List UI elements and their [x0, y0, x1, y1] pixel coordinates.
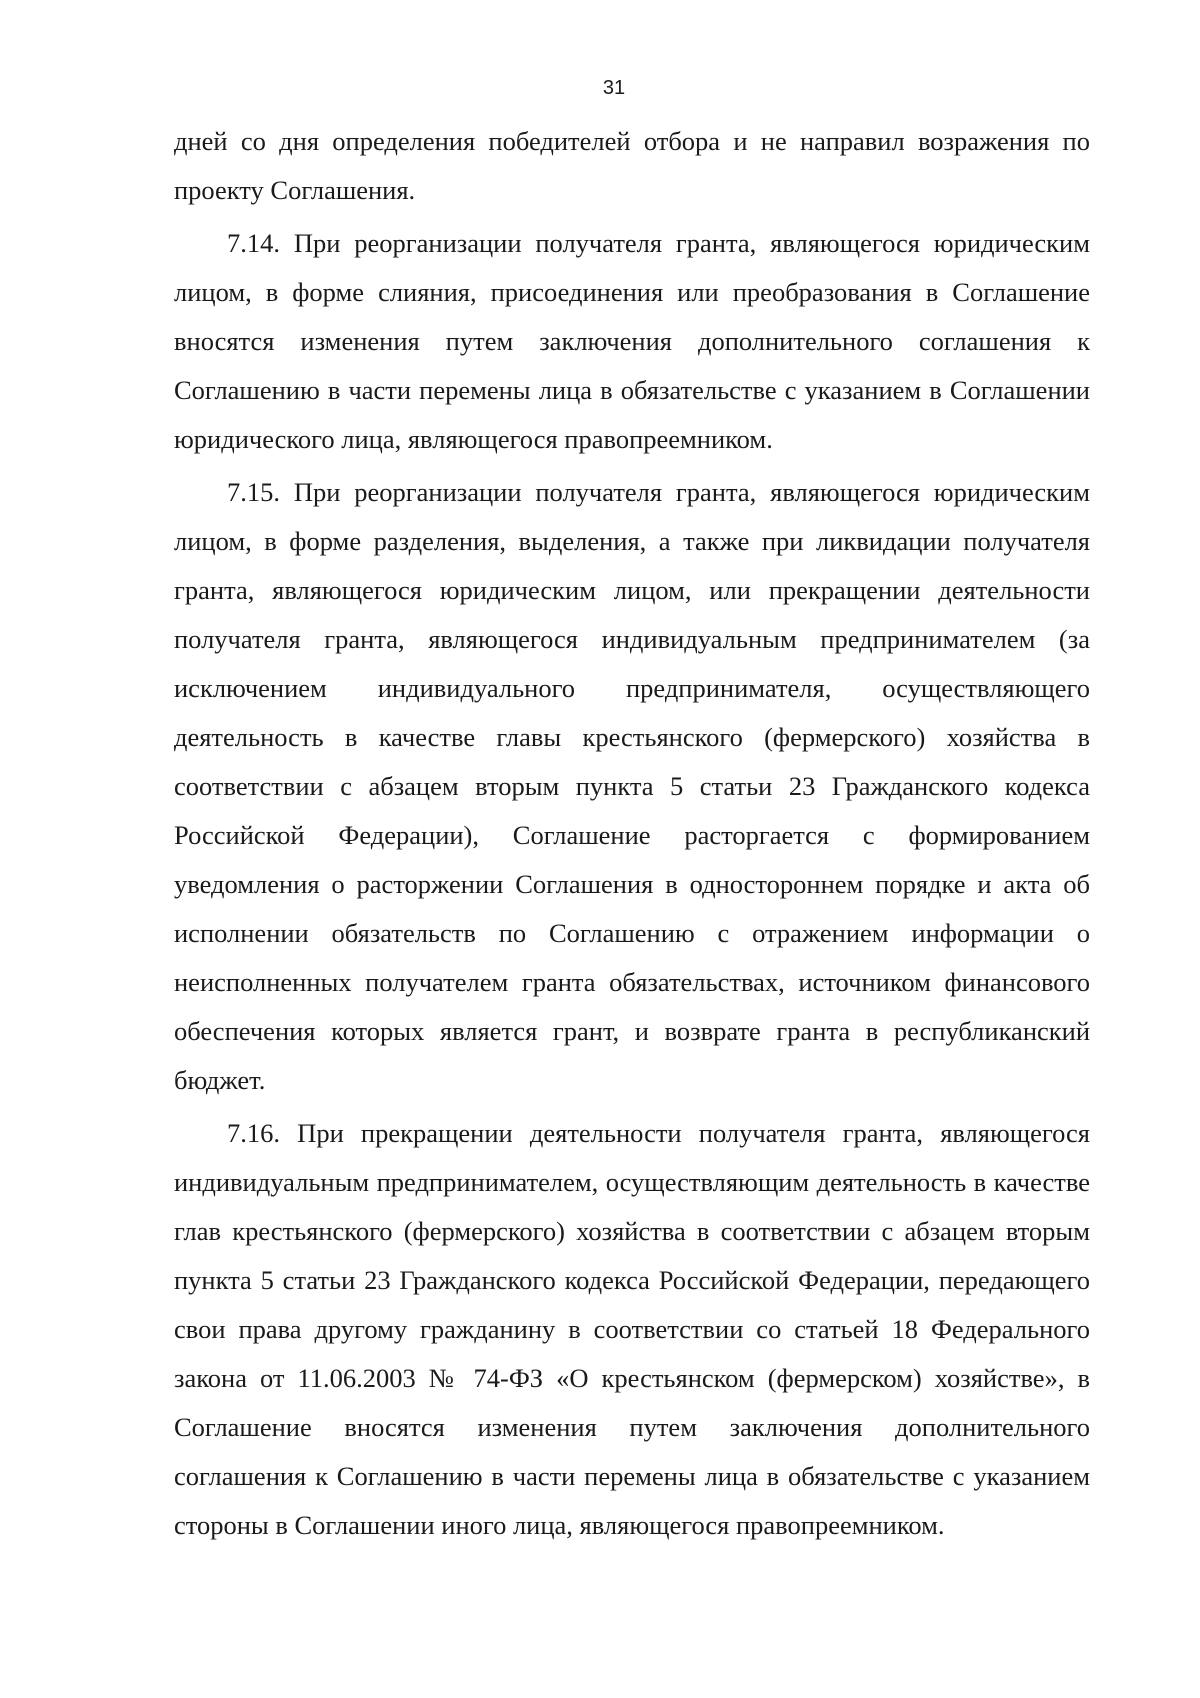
paragraph-7-14: 7.14. При реорганизации получателя гранта, являющегося юридическим лицом, в форме слияния, присоединения или преобразования в Соглашение вносятся изменения путем заключения дополнительного соглашения к Соглашению в части перемены лица в обязательстве с указанием в Соглашении юридического лица, являющегося правопреемником.: [174, 228, 1090, 454]
page-number: 31: [602, 77, 626, 99]
paragraph-7-15: 7.15. При реорганизации получателя гранта, являющегося юридическим лицом, в форме разделения, выделения, а также при ликвидации получателя гранта, являющегося юридическим лицом, или прекращении деятельности получателя гранта, являющегося индивидуальным предпринимателем (за исключением индивидуального предпринимателя, осуществляющего деятельность в качестве главы крестьянского (фермерского) хозяйства в соответствии с абзацем вторым пункта 5 статьи 23 Гражданского кодекса Российской Федерации), Соглашение расторгается с формированием уведомления о расторжении Соглашения в одностороннем порядке и акта об исполнении обязательств по Соглашению с отражением информации о неисполненных получателем гранта обязательствах, источником финансового обеспечения которых является грант, и возврате гранта в республиканский бюджет.: [174, 477, 1090, 1095]
paragraph-continuation: дней со дня определения победителей отбора и не направил возражения по проекту Соглашения.: [174, 126, 1090, 205]
paragraph-7-16: 7.16. При прекращении деятельности получателя гранта, являющегося индивидуальным предпринимателем, осуществляющим деятельность в качестве глав крестьянского (фермерского) хозяйства в соответствии с абзацем вторым пункта 5 статьи 23 Гражданского кодекса Российской Федерации, передающего свои права другому гражданину в соответствии со статьей 18 Федерального закона от 11.06.2003 № 74-ФЗ «О крестьянском (фермерском) хозяйстве», в Соглашение вносятся изменения путем заключения дополнительного соглашения к Соглашению в части перемены лица в обязательстве с указанием стороны в Соглашении иного лица, являющегося правопреемником.: [174, 1118, 1090, 1540]
document-body: [174, 117, 1090, 1554]
